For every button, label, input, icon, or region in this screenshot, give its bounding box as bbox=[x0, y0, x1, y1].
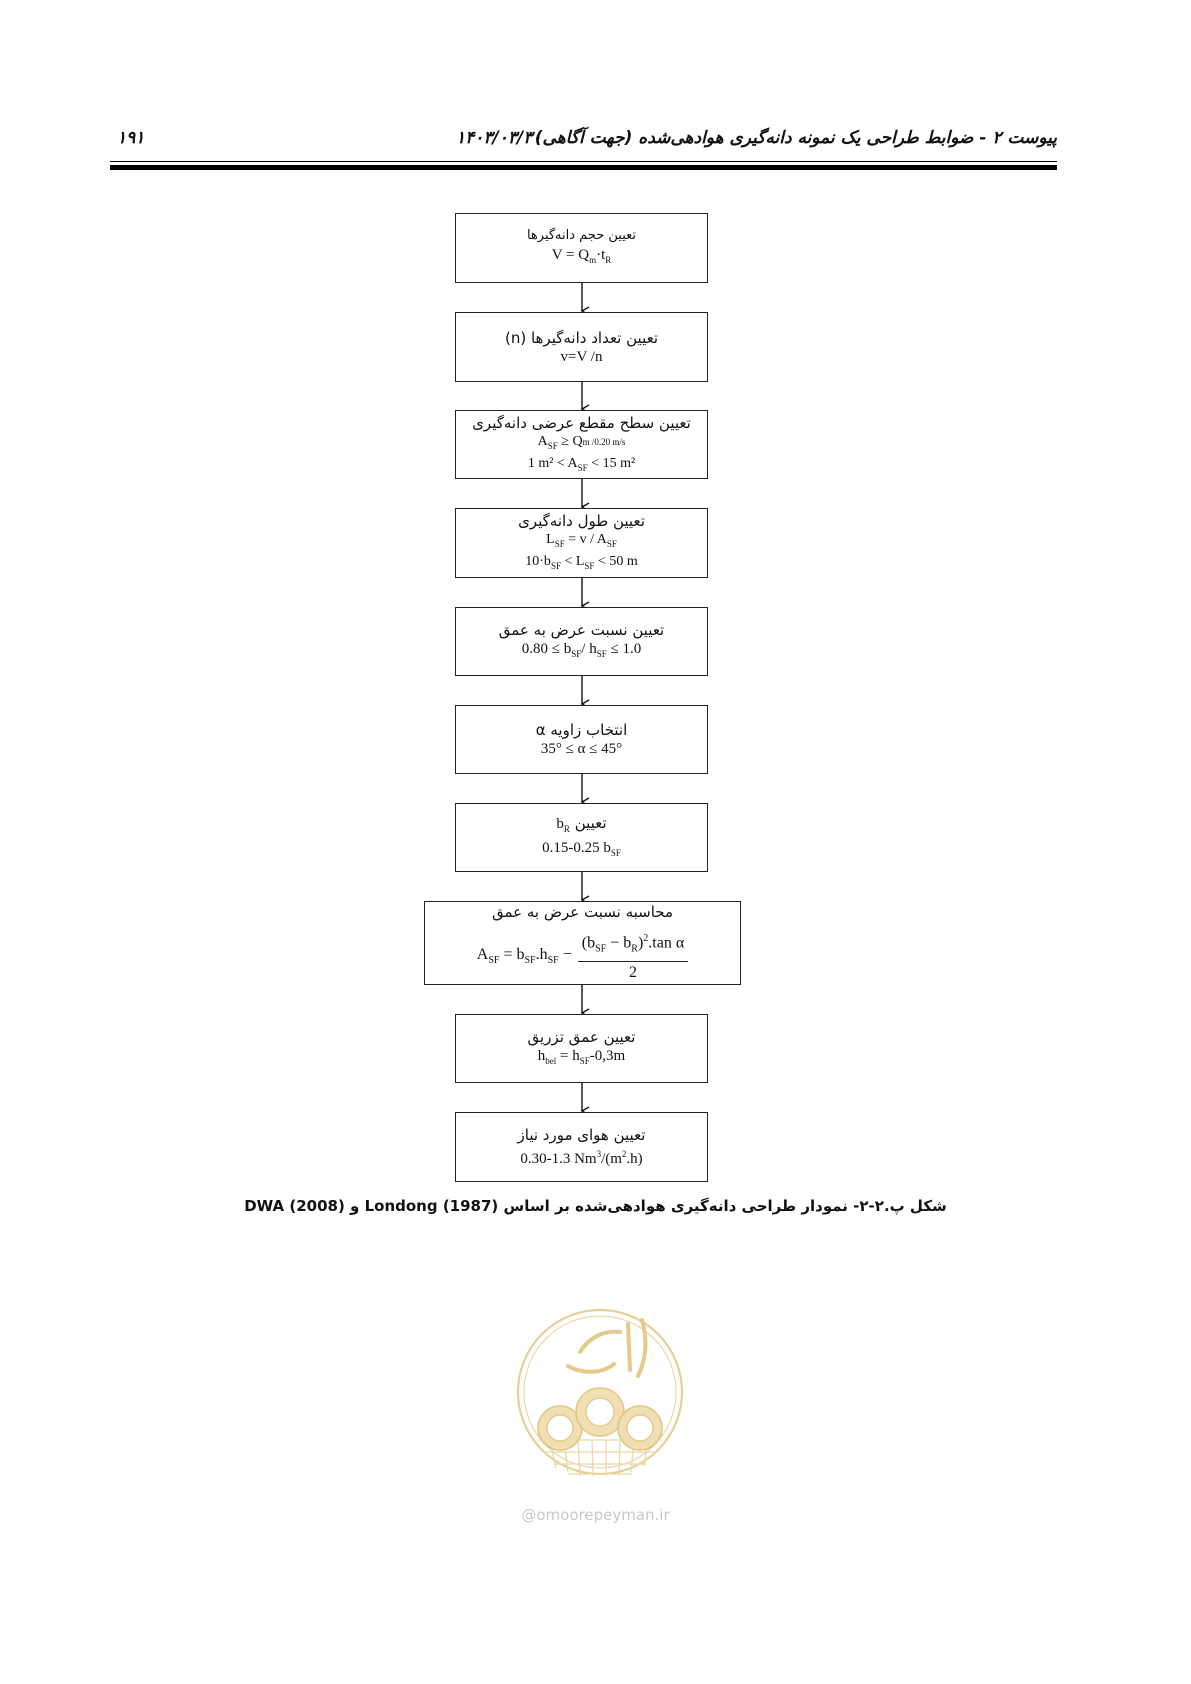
flow-step-10 bbox=[455, 1112, 708, 1182]
step-7-label: $b_R$ تعیین bbox=[556, 813, 607, 834]
step-1-equation: $V = Q_m\cdot t_R$ bbox=[551, 247, 612, 265]
step-2-label: تعیین تعداد دانه‌گیرها (n) bbox=[504, 328, 659, 347]
step-6-equation: 35° ≤ α ≤ 45° bbox=[540, 741, 623, 757]
page-number: ۱۹۱ bbox=[117, 128, 145, 148]
step-8-equation bbox=[477, 928, 688, 984]
step-1-label: تعیین حجم دانه‌گیرها bbox=[526, 228, 637, 243]
step-2-equation: v=V /n bbox=[560, 348, 603, 365]
step-10-equation: 0.30-1.3 $Nm^3/(m^2.h)$ bbox=[520, 1149, 643, 1167]
step-5-equation: $0.80 \le b_{SF}/$ $h_{SF} \le 1.0$ bbox=[521, 640, 642, 659]
step-4-label: تعیین طول دانه‌گیری bbox=[518, 512, 645, 531]
flow-step-7 bbox=[455, 803, 708, 872]
step-8-fraction bbox=[578, 928, 688, 984]
flow-step-6 bbox=[455, 705, 708, 774]
step-8-numerator: $(b_{SF} - b_R)^2.\tan$ α bbox=[578, 928, 688, 962]
step-7-equation: 0.15-0.25 $b_{SF}$ bbox=[542, 839, 621, 858]
step-8-label: محاسبه نسبت عرض به عمق bbox=[491, 903, 674, 922]
step-8-denominator: 2 bbox=[628, 963, 637, 981]
step-5-label: تعیین نسبت عرض به عمق bbox=[498, 620, 665, 639]
step-3-label: تعیین سطح مقطع عرضی دانه‌گیری bbox=[472, 413, 691, 432]
flow-step-4 bbox=[455, 508, 708, 578]
figure-caption: شکل پ.۲-۲- نمودار طراحی دانه‌گیری هوادهی‌شده بر اساس (1987) Londong و (2008) DWA bbox=[244, 1197, 947, 1215]
header-title: پیوست ۲ - ضوابط طراحی یک نمونه دانه‌گیری هوادهی‌شده (جهت آگاهی) bbox=[534, 128, 1057, 148]
step-3-equation-1: $A_{SF} \ge Qm$ /0.20 m/s bbox=[537, 433, 626, 451]
flow-step-8 bbox=[424, 901, 741, 985]
watermark-logo bbox=[510, 1300, 690, 1505]
watermark-url: @omoorepeyman.ir bbox=[521, 1506, 670, 1524]
step-8-equation-lhs: $A_{SF} = b_{SF}.h_{SF}$ − bbox=[476, 945, 572, 967]
step-4-equation-1: $L_{SF} = v / A_{SF}$ bbox=[546, 532, 617, 549]
flow-step-5 bbox=[455, 607, 708, 676]
step-9-equation: $h_{bel} = h_{SF}-0,3m$ bbox=[537, 1047, 626, 1066]
header-date: ۱۴۰۳/۰۳/۳۰ bbox=[456, 128, 542, 148]
step-3-equation-2: 1 $m^2 < A_{SF} < 15$ m² bbox=[527, 455, 636, 473]
step-9-label: تعیین عمق تزریق bbox=[527, 1027, 636, 1046]
step-10-label: تعیین هوای مورد نیاز bbox=[517, 1126, 646, 1144]
step-6-label: انتخاب زاویه α bbox=[535, 721, 628, 739]
step-4-equation-2: $10\cdot b_{SF} < L_{SF} < 50$ m bbox=[525, 554, 638, 571]
flow-step-1 bbox=[455, 213, 708, 283]
flow-step-2 bbox=[455, 312, 708, 382]
flow-step-3 bbox=[455, 410, 708, 479]
flow-step-9 bbox=[455, 1014, 708, 1083]
